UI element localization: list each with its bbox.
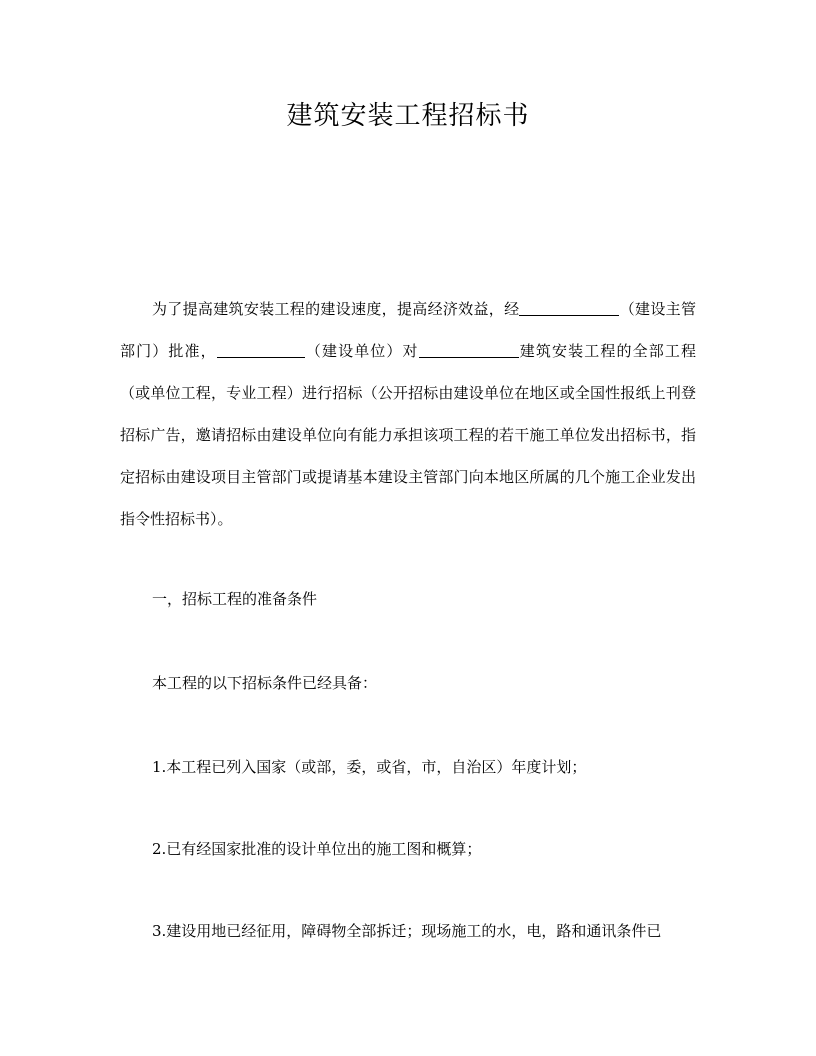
condition-item-2: 2.已有经国家批准的设计单位出的施工图和概算； [152, 840, 482, 858]
condition-item-1: 1.本工程已列入国家（或部，委，或省，市，自治区）年度计划； [152, 758, 587, 776]
section-heading: 一，招标工程的准备条件 [152, 590, 318, 608]
document-title: 建筑安装工程招标书 [286, 101, 530, 131]
fill-blank-approval-authority[interactable] [519, 299, 619, 316]
fill-blank-construction-unit[interactable] [217, 341, 305, 358]
intro-text-2: （建设主管部门）批准， [120, 300, 696, 360]
conditions-intro: 本工程的以下招标条件已经具备： [152, 674, 378, 692]
intro-text-3: （建设单位）对 [304, 342, 419, 360]
fill-blank-project-name[interactable] [419, 341, 519, 358]
condition-item-3: 3.建设用地已经征用，障碍物全部拆迁；现场施工的水，电，路和通讯条件已 [152, 922, 662, 940]
intro-paragraph [120, 288, 696, 540]
intro-text-4: 建筑安装工程的全部工程（或单位工程，专业工程）进行招标（公开招标由建设单位在地区或全国性报纸上刊登招标广告，邀请招标由建设单位向有能力承担该项工程的若干施工单位发出招标书，指定招标由建设项目主管部门或提请基本建设主管部门向本地区所属的几个施工企业发出指令性招标书）。 [120, 342, 696, 528]
intro-text-1: 为了提高建筑安装工程的建设速度，提高经济效益，经 [152, 300, 520, 318]
